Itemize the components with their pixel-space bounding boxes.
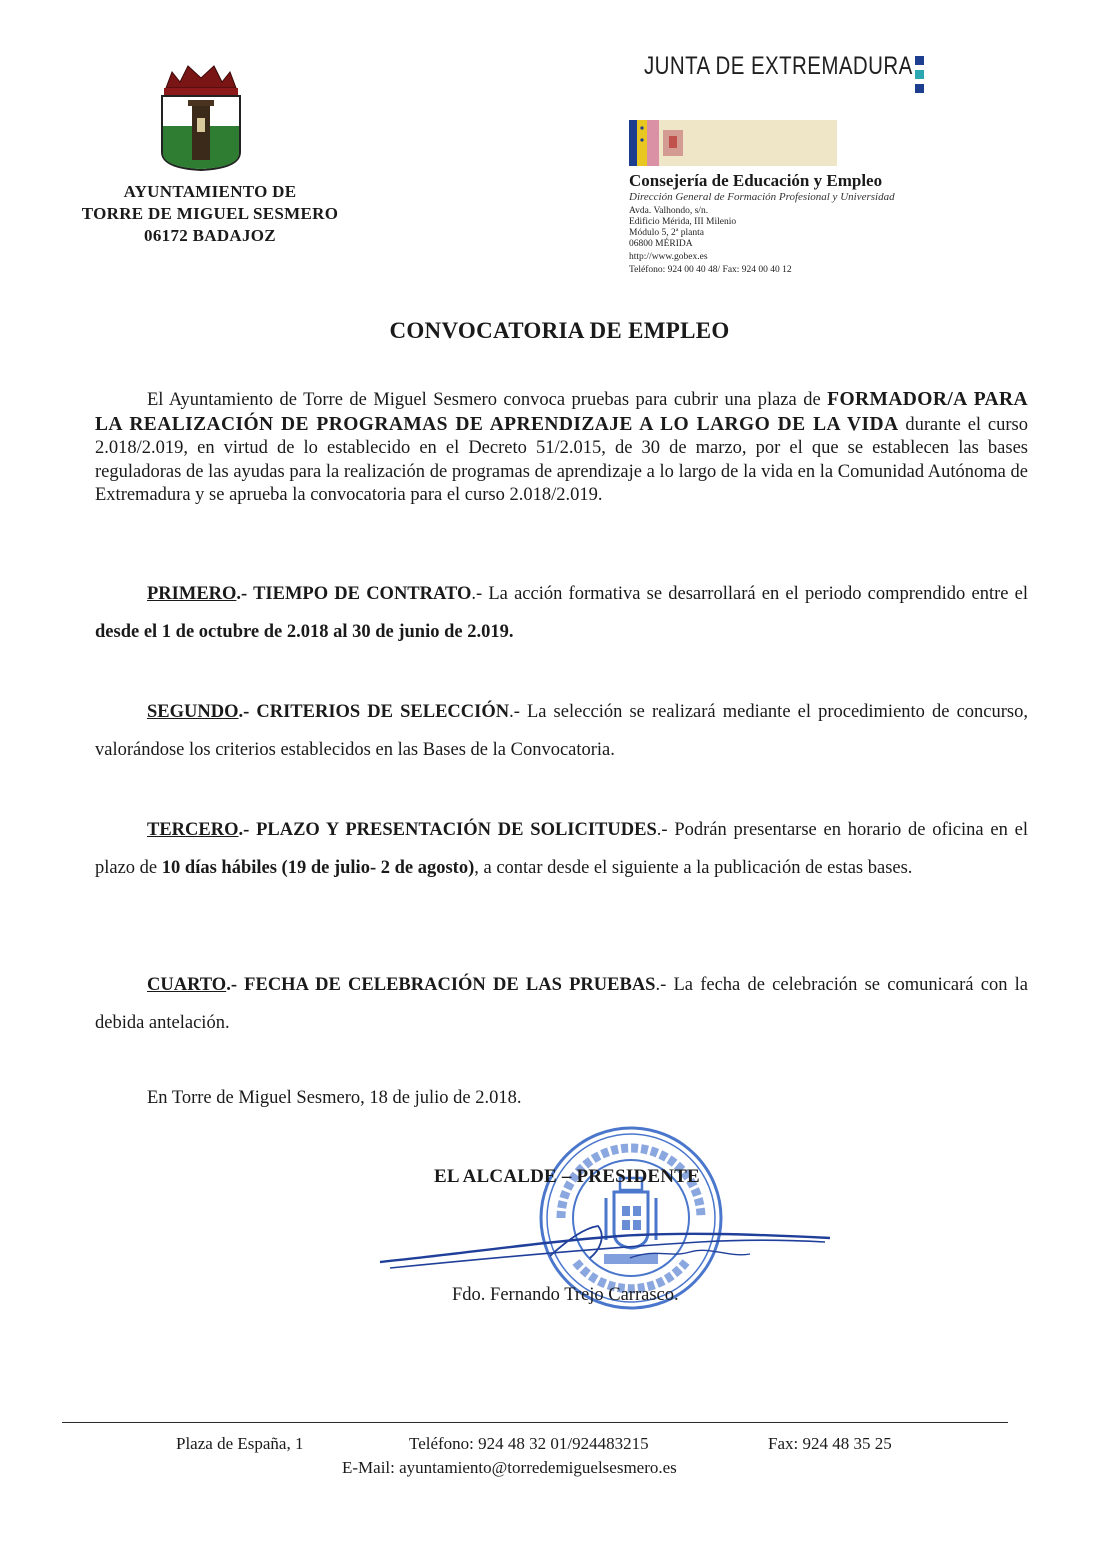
intro-bold: FORMADOR/A PARA LA REALIZACIÓN DE PROGRAMAS DE APRENDIZAJE A LO LARGO DE LA VIDA [95,389,1028,435]
consejeria-name: Consejería de Educación y Empleo [629,171,883,190]
cuarto-heading: .- FECHA DE CELEBRACIÓN DE LAS PRUEBAS [226,975,656,995]
intro-text-2: durante el curso 2.018/2.019, en virtud de lo establecido en el Decreto 51/2.015, de 30 de marzo, por el que se establecen las bases reguladoras de las ayudas para la realización de programas de aprendizaje a lo largo de la vida en la Comunidad Autónoma de Extremadura y se aprueba la convocatoria para el curso 2.018/2.019. [95,414,1028,505]
tercero-text-2: , a contar desde el siguiente a la publicación de estas bases. [474,858,913,878]
primero-heading: .- TIEMPO DE CONTRATO [236,584,472,604]
junta-logo-text: JUNTA DE EXTREMADURA [644,52,913,80]
direccion-general: Dirección General de Formación Profesional y Universidad [629,191,895,203]
address-line: Teléfono: 924 00 40 48/ Fax: 924 00 40 12 [629,265,792,275]
ayuntamiento-line-2: TORRE DE MIGUEL SESMERO [81,204,339,223]
section-tercero [95,811,1028,887]
segundo-heading: .- CRITERIOS DE SELECCIÓN [238,702,510,722]
segundo-text-1: .- La selección se realizará mediante el procedimiento de concurso, valorándose los criterios establecidos en las Bases de la Convocatoria. [95,702,1028,760]
address-line: Edificio Mérida, III Milenio [629,217,737,227]
section-segundo [95,693,1028,769]
address-line: Módulo 5, 2ª planta [629,228,704,238]
tercero-heading: .- PLAZO Y PRESENTACIÓN DE SOLICITUDES [238,820,657,840]
coat-of-arms-icon [158,60,244,172]
junta-logo-icon [914,56,926,94]
primero-label: PRIMERO [147,584,237,604]
tercero-bold: 10 días hábiles (19 de julio- 2 de agosto) [161,858,475,878]
signature-role: EL ALCALDE – PRESIDENTE [434,1166,700,1187]
address-line: Avda. Valhondo, s/n. [629,206,709,216]
primero-text-1: .- La acción formativa se desarrollará en el periodo comprendido entre el [471,584,1029,604]
tercero-text-1: .- Podrán presentarse en horario de oficina en el plazo de [95,820,1028,878]
primero-bold: desde el 1 de octubre de 2.018 al 30 de junio de 2.019. [95,622,514,642]
footer-phone: Teléfono: 924 48 32 01/924483215 [409,1434,649,1453]
handwritten-signature-icon [370,1218,840,1278]
date-line: En Torre de Miguel Sesmero, 18 de julio de 2.018. [147,1088,522,1108]
footer-divider [62,1422,1008,1423]
tercero-label: TERCERO [147,820,239,840]
ayuntamiento-line-3: 06172 BADAJOZ [144,226,276,245]
segundo-label: SEGUNDO [147,702,239,722]
section-primero [95,575,1028,651]
address-line: 06800 MÉRIDA [629,239,693,249]
signature-name: Fdo. Fernando Trejo Carrasco. [452,1285,679,1305]
intro-text-1: El Ayuntamiento de Torre de Miguel Sesmero convoca pruebas para cubrir una plaza de [147,390,828,410]
page-title: CONVOCATORIA DE EMPLEO [389,318,730,343]
cuarto-label: CUARTO [147,975,227,995]
address-line: http://www.gobex.es [629,252,708,262]
section-cuarto [95,966,1028,1042]
footer-address: Plaza de España, 1 [176,1434,304,1453]
footer-fax: Fax: 924 48 35 25 [768,1434,892,1453]
government-flag-logo-icon [629,120,837,166]
cuarto-text-1: .- La fecha de celebración se comunicará con la debida antelación. [95,975,1029,1033]
ayuntamiento-line-1: AYUNTAMIENTO DE [123,182,297,201]
intro-paragraph [95,388,1028,508]
footer-email: E-Mail: ayuntamiento@torredemiguelsesmero.es [342,1458,677,1477]
